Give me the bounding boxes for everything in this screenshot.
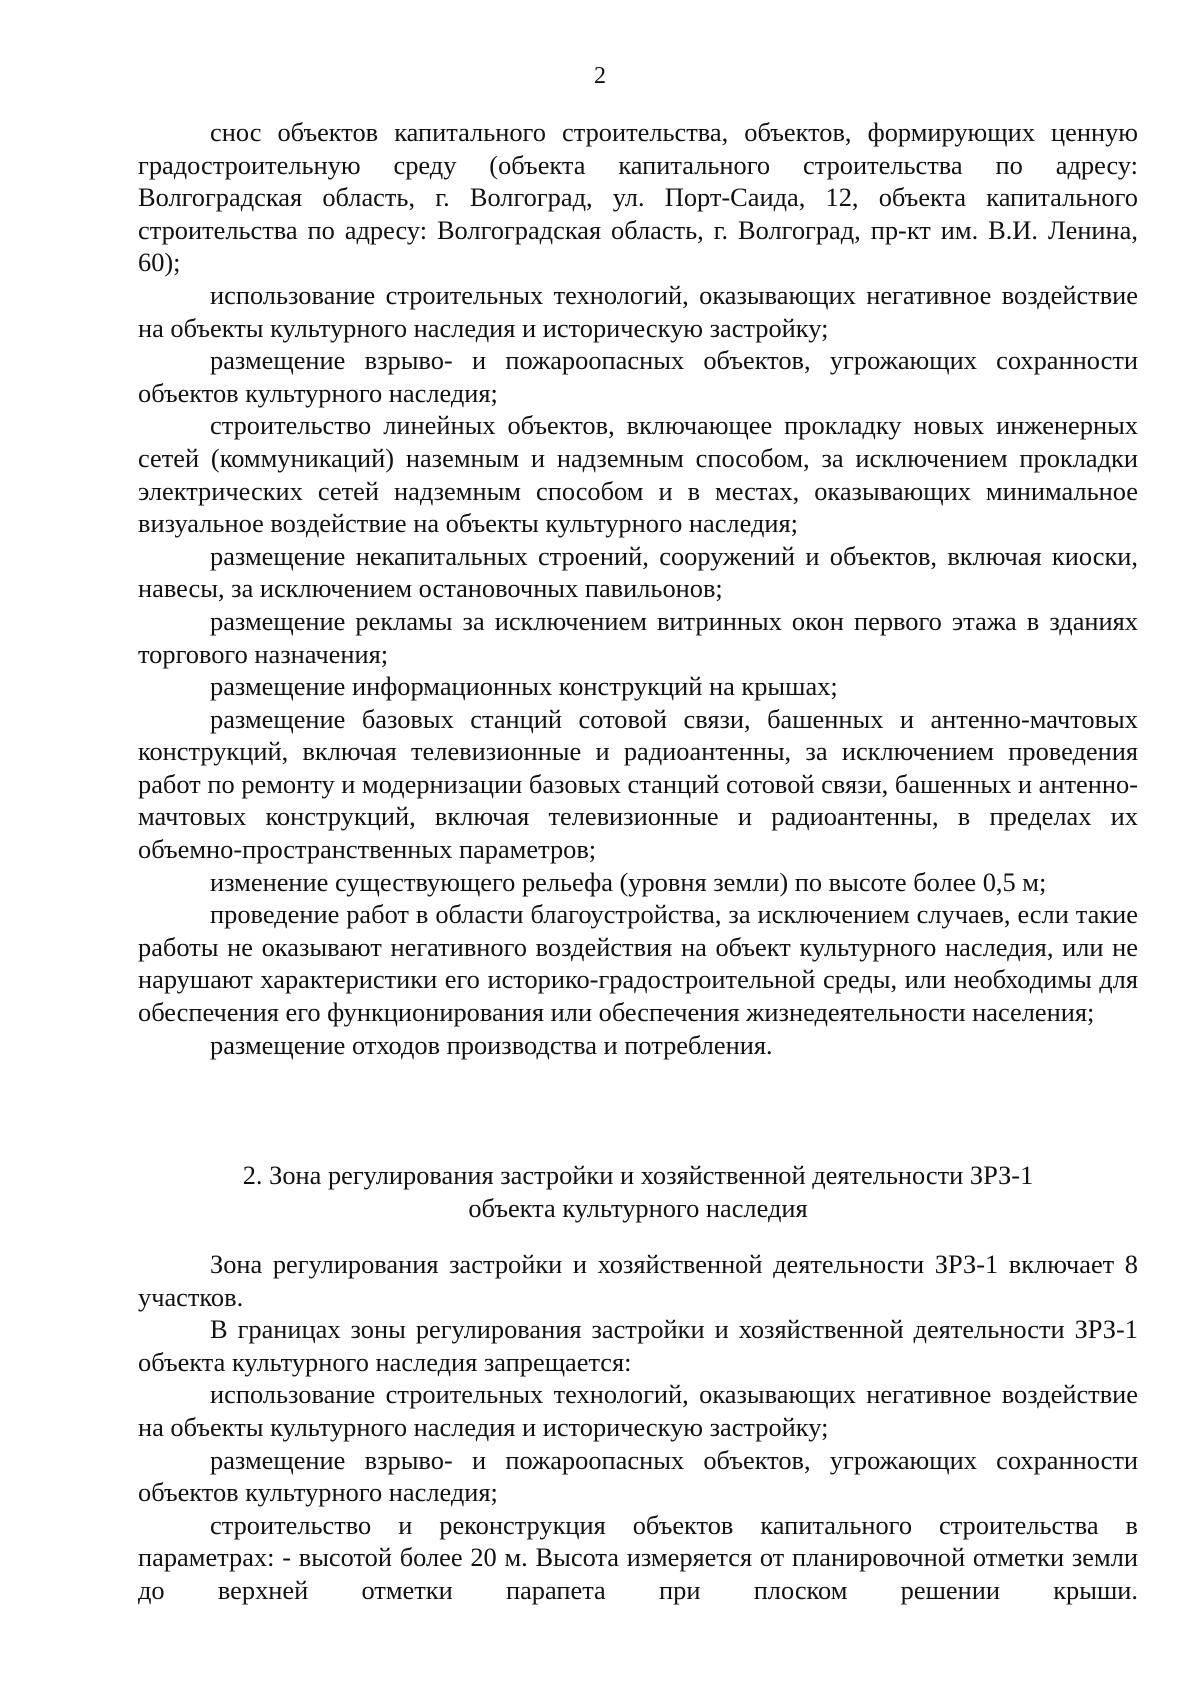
- paragraph-landscaping: проведение работ в области благоустройства, за исключением случаев, если такие работы не оказывают негативного воздействия на объект культурного наследия, или не нарушают характеристики его историко-градостроительной среды, или необходимы для обеспечения его функционирования или обеспечения жизнедеятельности населения;: [138, 899, 1138, 1028]
- paragraph-hazardous-objects: размещение взрыво- и пожароопасных объектов, угрожающих сохранности объектов культурного наследия;: [138, 345, 1138, 408]
- paragraph-construction-technologies: использование строительных технологий, оказывающих негативное воздействие на объекты культурного наследия и историческую застройку;: [138, 279, 1138, 343]
- paragraph-advertising: размещение рекламы за исключением витринных окон первого этажа в зданиях торгового назначения;: [138, 605, 1138, 669]
- page-number: 2: [594, 63, 606, 89]
- paragraph-zrz1-technologies: использование строительных технологий, оказывающих негативное воздействие на объекты культурного наследия и историческую застройку;: [138, 1379, 1138, 1442]
- paragraph-waste: размещение отходов производства и потребления.: [210, 1029, 773, 1060]
- section-heading-line-1: 2. Зона регулирования застройки и хозяйственной деятельности ЗРЗ-1: [242, 1160, 1034, 1190]
- paragraph-zrz1-hazardous-objects: размещение взрыво- и пожароопасных объектов, угрожающих сохранности объектов культурного наследия;: [138, 1444, 1138, 1508]
- paragraph-demolition: снос объектов капитального строительства, объектов, формирующих ценную градостроительную среду (объекта капитального строительства по адресу: Волгоградская область, г. Волгоград, ул. Порт-Саида, 12, объекта капитального строительства по адресу: Волгоградская область, г. Волгоград, пр-кт им. В.И. Ленина, 60);: [138, 117, 1138, 278]
- paragraph-cell-towers: размещение базовых станций сотовой связи, башенных и антенно-мачтовых конструкций, включая телевизионные и радиоантенны, за исключением проведения работ по ремонту и модернизации базовых станций сотовой связи, башенных и антенно-мачтовых конструкций, включая телевизионные и радиоантенны, в пределах их объемно-пространственных параметров;: [138, 703, 1138, 865]
- paragraph-zrz1-height-limit: строительство и реконструкция объектов капитального строительства в параметрах: - высотой более 20 м. Высота измеряется от планировочной отметки земли до верхней отметки парапета при плоском решении крыши.: [138, 1509, 1138, 1605]
- section-heading-line-2: объекта культурного наследия: [468, 1192, 808, 1223]
- paragraph-zrz1-prohibited-intro: В границах зоны регулирования застройки и хозяйственной деятельности ЗРЗ-1 объекта культурного наследия запрещается:: [138, 1314, 1138, 1377]
- paragraph-zrz1-parts: Зона регулирования застройки и хозяйственной деятельности ЗРЗ-1 включает 8 участков.: [138, 1249, 1138, 1312]
- zrz1-section-body: [138, 1248, 1138, 1607]
- paragraph-relief-change: изменение существующего рельефа (уровня земли) по высоте более 0,5 м;: [210, 866, 1047, 897]
- paragraph-linear-objects: строительство линейных объектов, включающее прокладку новых инженерных сетей (коммуникаций) наземным и надземным способом, за исключением прокладки электрических сетей надземным способом и в местах, оказывающих минимальное визуальное воздействие на объекты культурного наследия;: [138, 410, 1138, 539]
- section-heading: [138, 1159, 1138, 1224]
- paragraph-roof-signage: размещение информационных конструкций на крышах;: [210, 671, 838, 702]
- paragraph-non-capital-structures: размещение некапитальных строений, сооружений и объектов, включая киоски, навесы, за исключением остановочных павильонов;: [138, 540, 1138, 604]
- prohibitions-list-protection-zone: [138, 116, 1138, 1061]
